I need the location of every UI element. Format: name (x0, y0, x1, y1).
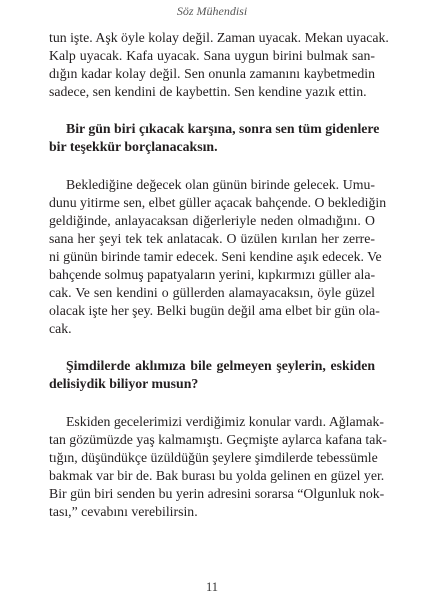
body-text-line: Bir gün biri senden bu yerin adresini sorarsa “Olgunluk nok- (49, 486, 385, 501)
body-text-line: Eskiden gecelerimizi verdiğimiz konular vardı. Ağlamak- (66, 414, 384, 429)
body-text-line: dığın kadar kolay değil. Sen onunla zamanını kaybetmedin (49, 66, 375, 81)
body-text-line: ni günün birinde tamir edecek. Seni kendine aşık edecek. Ve (49, 249, 382, 264)
body-text-line: tası,” cevabını verebilirsin. (49, 504, 198, 519)
body-text-line: dunu yitirme sen, elbet güller açacak bahçende. O beklediğin (49, 195, 387, 210)
body-text-line: cak. Ve sen kendini o güllerden alamayacaksın, öyle güzel (49, 285, 375, 300)
body-text-line: geldiğinde, anlayacaksan diğerleriyle neden olmadığını. O (49, 213, 375, 228)
body-text-line: tun işte. Aşk öyle kolay değil. Zaman uyacak. Mekan uyacak. (49, 30, 389, 45)
section-heading-line: Bir gün biri çıkacak karşına, sonra sen tüm gidenlere (66, 121, 380, 136)
running-head: Söz Mühendisi (176, 4, 248, 18)
section-heading-line: bir teşekkür borçlanacaksın. (49, 139, 218, 154)
body-text-line: olacak işte her şey. Belki bugün değil ama elbet bir gün ola- (49, 303, 380, 318)
body-text-line: Beklediğine değecek olan günün birinde gelecek. Umu- (66, 177, 375, 192)
body-text-line: sadece, sen kendini de kaybettin. Sen kendine yazık ettin. (49, 84, 367, 99)
body-text-line: bahçende solmuş papatyaların yerini, kıpkırmızı güller ala- (49, 267, 376, 282)
body-text-line: cak. (49, 321, 72, 336)
body-text-line: tığın, düşündükçe üzüldüğün şeylere şimdilerde tebessümle (49, 450, 378, 465)
body-text-line: bakmak var bir de. Bak burası bu yolda gelinen en güzel yer. (49, 468, 385, 483)
body-text-line: Kalp uyacak. Kafa uyacak. Sana uygun birini bulmak san- (49, 48, 375, 63)
body-text-line: sana her şeyi tek tek anlatacak. O üzülen kırılan her zerre- (49, 231, 375, 246)
page-number: 11 (205, 580, 219, 594)
body-text-line: tan gözümüzde yaş kalmamıştı. Geçmişte aylarca kafana tak- (49, 432, 387, 447)
section-heading-line: Şimdilerde aklımıza bile gelmeyen şeylerin, eskiden (66, 358, 375, 373)
section-heading-line: delisiydik biliyor musun? (49, 376, 199, 391)
